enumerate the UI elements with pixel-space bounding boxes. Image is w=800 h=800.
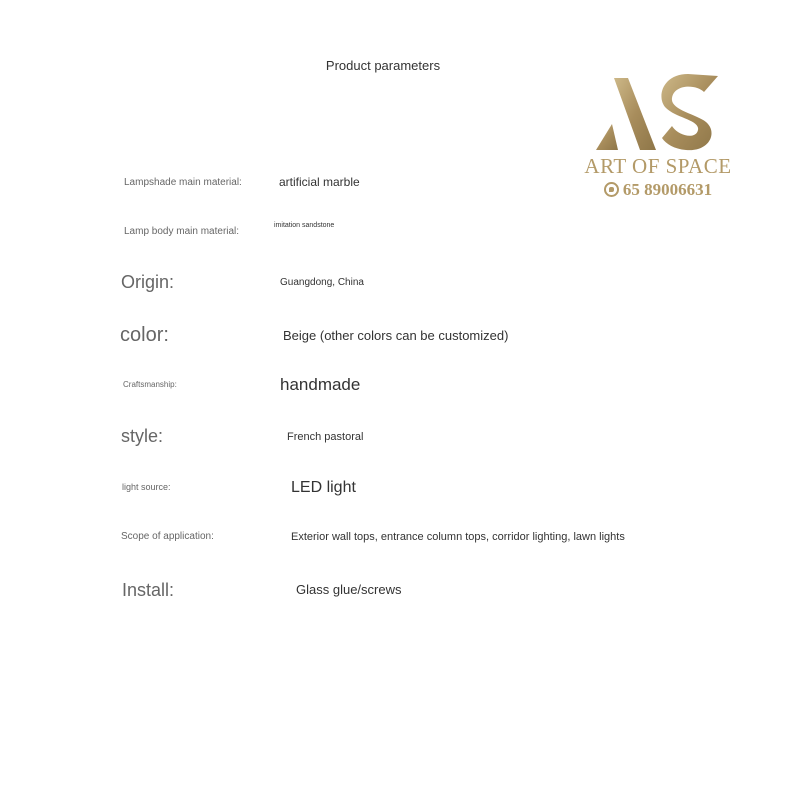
param-value: French pastoral xyxy=(287,431,364,443)
brand-name: ART OF SPACE xyxy=(584,154,732,178)
param-value: Glass glue/screws xyxy=(296,582,402,597)
param-label: Lampshade main material: xyxy=(124,177,242,188)
param-value: imitation sandstone xyxy=(274,222,335,229)
param-value: Exterior wall tops, entrance column tops, corridor lighting, lawn lights xyxy=(291,531,625,543)
param-row-style xyxy=(0,425,800,465)
param-label: Craftsmanship: xyxy=(123,380,177,389)
as-monogram-icon xyxy=(578,70,738,152)
param-row-craftsmanship xyxy=(0,373,800,413)
param-row-install xyxy=(0,578,800,618)
page-title: Product parameters xyxy=(325,58,441,73)
param-label: light source: xyxy=(122,482,171,492)
param-row-lampshade-material xyxy=(0,172,800,212)
param-label: Lamp body main material: xyxy=(124,226,240,237)
param-value: artificial marble xyxy=(279,175,360,189)
brand-phone: 65 89006631 xyxy=(622,180,713,199)
param-label: Scope of application: xyxy=(121,531,214,542)
param-value: Guangdong, China xyxy=(280,277,364,288)
param-row-origin xyxy=(0,270,800,310)
param-row-color xyxy=(0,323,800,363)
param-label: style: xyxy=(121,426,164,446)
param-label: Install: xyxy=(122,580,175,600)
param-label: color: xyxy=(120,324,169,346)
param-row-light-source xyxy=(0,477,800,517)
param-row-scope-of-application xyxy=(0,527,800,567)
param-value: Beige (other colors can be customized) xyxy=(283,328,509,343)
param-row-lamp-body-material xyxy=(0,220,800,260)
param-value: LED light xyxy=(291,479,356,496)
param-value: handmade xyxy=(280,375,361,394)
param-label: Origin: xyxy=(121,272,175,292)
